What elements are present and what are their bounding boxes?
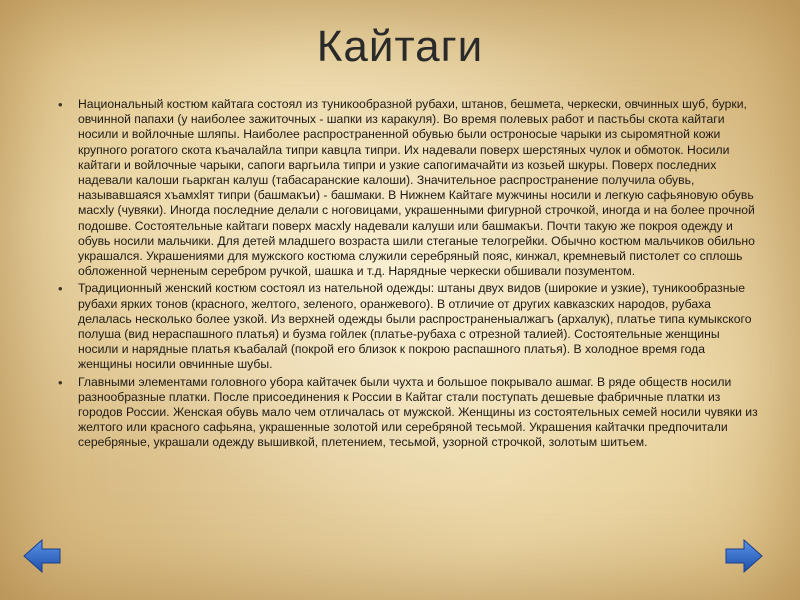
bullet-item: • Национальный костюм кайтага состоял из туникообразной рубахи, штанов, бешмета, черкески, овчинных шуб, бурки, овчинной папахи (у наиболее зажиточных - шапки из каракуля). Во время полевых работ и пастьбы скота кайтаги носили и войлочные шляпы. Наиболее распространенной обувью были остроносые чарыки из сыромятной кожи крупного рогатого скота къачалайла типри кавцла типри. Их надевали поверх шерстяных чулок и обмоток. Носили кайтаги и войлочные чарыки, сапоги варгьила типри и узкие сапогимачайти из козьей шкуры. Поверх последних надевали калоши гьаркган калуш (табасаранские калоши). Значительное распространение получила обувь, называвшаяся хъамхlят типри (башмакъи) - башмаки. В Нижнем Кайтаге мужчины носили и легкую сафьяновую обувь масхlу (чувяки). Иногда последние делали с ноговицами, украшенными фигурной строчкой, иногда и на более прочной подошве. Состоятельные кайтаги поверх масхlу надевали калуши или башмакъи. Почти такую же покроя одежду и обувь носили мальчики. Для детей младшего возраста шили стеганые телогрейки. Обычно костюм мальчиков обильно украшался. Украшениями для мужского костюма служили серебряный пояс, кинжал, кремневый пистолет со сплошь обложенной черненым серебром ручкой, шашка и т.д. Нарядные черкески обшивали позументом. — [54, 97, 760, 279]
prev-slide-button[interactable] — [22, 536, 62, 576]
bullet-item: • Традиционный женский костюм состоял из нательной одежды: штаны двух видов (широкие и узкие), туникообразные рубахи ярких тонов (красного, желтого, зеленого, оранжевого). В отличие от других кавказских народов, рубаха делалась несколько более узкой. Из верхней одежды были распространеныалжагъ (архалук), платье типа кумыкского полуша (вид нераспашного платья) и бузма гойлек (платье-рубаха с отрезной талией). Состоятельные женщины носили и нарядные платья къабалай (покрой его близок к покрою распашного платья). В холодное время года женщины носили овчинные шубы. — [54, 281, 760, 372]
next-slide-button[interactable] — [724, 536, 764, 576]
bullet-item: • Главными элементами головного убора кайтачек были чухта и большое покрывало ашмаг. В ряде обществ носили разнообразные платки. После присоединения к России в Кайтаг стали поступать дешевые фабричные платки из городов России. Женская обувь мало чем отличалась от мужской. Женщины из состоятельных семей носили чувяки из желтого или красного сафьяна, украшенные золотой или серебряной тесьмой. Украшения кайтачки предпочитали серебряные, украшали одежду вышивкой, плетением, тесьмой, узорной строчкой, золотым шитьем. — [54, 375, 760, 451]
arrow-left-icon — [22, 536, 62, 576]
slide-body — [54, 97, 760, 453]
bullet-list — [54, 97, 760, 451]
slide-title: Кайтаги — [316, 22, 484, 71]
arrow-right-icon — [724, 536, 764, 576]
